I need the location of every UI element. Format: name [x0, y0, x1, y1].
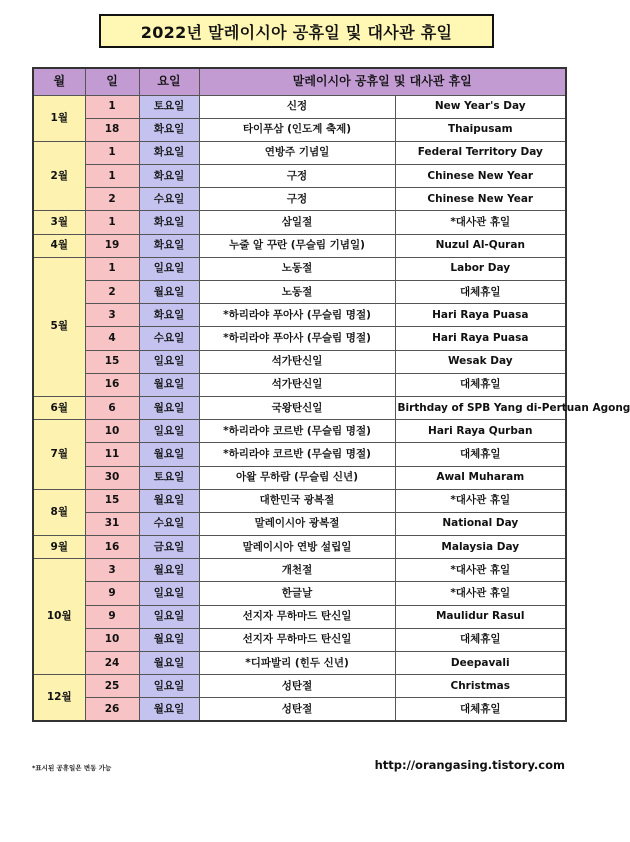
korean-holiday-cell: 노동절	[199, 281, 395, 304]
korean-holiday-cell: 타이푸삼 (인도계 축제)	[199, 118, 395, 141]
table-row	[33, 489, 566, 512]
english-holiday-cell: Hari Raya Puasa	[395, 304, 566, 327]
month-cell: 3월	[33, 211, 85, 234]
table-row	[33, 675, 566, 698]
holiday-table-body	[33, 95, 630, 721]
weekday-cell: 일요일	[139, 675, 199, 698]
korean-holiday-cell: *하리라야 푸아사 (무슬림 명절)	[199, 327, 395, 350]
korean-holiday-cell: 선지자 무하마드 탄신일	[199, 628, 395, 651]
weekday-cell: 일요일	[139, 420, 199, 443]
table-row	[33, 628, 566, 651]
day-cell: 10	[85, 420, 139, 443]
day-cell: 1	[85, 257, 139, 280]
day-cell: 31	[85, 512, 139, 535]
table-row	[33, 652, 566, 675]
weekday-cell: 토요일	[139, 466, 199, 489]
table-row	[33, 582, 566, 605]
weekday-cell: 수요일	[139, 512, 199, 535]
weekday-cell: 월요일	[139, 628, 199, 651]
header-day: 일	[85, 68, 139, 95]
korean-holiday-cell: 석가탄신일	[199, 350, 395, 373]
english-holiday-cell: 대체휴일	[395, 628, 566, 651]
weekday-cell: 화요일	[139, 118, 199, 141]
holiday-table	[32, 67, 630, 722]
weekday-cell: 화요일	[139, 211, 199, 234]
english-holiday-cell: *대사관 휴일	[395, 211, 566, 234]
korean-holiday-cell: 노동절	[199, 257, 395, 280]
table-row	[33, 257, 566, 280]
korean-holiday-cell: 선지자 무하마드 탄신일	[199, 605, 395, 628]
day-cell: 18	[85, 118, 139, 141]
table-row	[33, 281, 566, 304]
english-holiday-cell: 대체휴일	[395, 373, 566, 396]
day-cell: 10	[85, 628, 139, 651]
english-holiday-cell: Thaipusam	[395, 118, 566, 141]
english-holiday-cell: 대체휴일	[395, 698, 566, 721]
korean-holiday-cell: 말레이시아 광복절	[199, 512, 395, 535]
table-row	[33, 165, 566, 188]
day-cell: 11	[85, 443, 139, 466]
weekday-cell: 월요일	[139, 489, 199, 512]
table-row	[33, 118, 566, 141]
day-cell: 1	[85, 211, 139, 234]
month-cell: 6월	[33, 396, 85, 419]
day-cell: 2	[85, 281, 139, 304]
day-cell: 26	[85, 698, 139, 721]
month-cell: 12월	[33, 675, 85, 721]
footnote: *표시된 공휴일은 변동 가능	[32, 764, 112, 772]
korean-holiday-cell: 구정	[199, 165, 395, 188]
english-holiday-cell: Awal Muharam	[395, 466, 566, 489]
day-cell: 19	[85, 234, 139, 257]
table-row	[33, 304, 566, 327]
day-cell: 1	[85, 95, 139, 118]
day-cell: 2	[85, 188, 139, 211]
table-row	[33, 443, 566, 466]
weekday-cell: 월요일	[139, 559, 199, 582]
weekday-cell: 월요일	[139, 652, 199, 675]
table-row	[33, 95, 566, 118]
english-holiday-cell: Wesak Day	[395, 350, 566, 373]
table-row	[33, 536, 566, 559]
table-row	[33, 466, 566, 489]
weekday-cell: 일요일	[139, 605, 199, 628]
korean-holiday-cell: 누줄 알 꾸란 (무슬림 기념일)	[199, 234, 395, 257]
day-cell: 6	[85, 396, 139, 419]
korean-holiday-cell: *하리라야 코르반 (무슬림 명절)	[199, 443, 395, 466]
korean-holiday-cell: 구정	[199, 188, 395, 211]
weekday-cell: 월요일	[139, 373, 199, 396]
weekday-cell: 화요일	[139, 141, 199, 164]
english-holiday-cell: Chinese New Year	[395, 188, 566, 211]
korean-holiday-cell: 대한민국 광복절	[199, 489, 395, 512]
day-cell: 16	[85, 373, 139, 396]
day-cell: 3	[85, 304, 139, 327]
english-holiday-cell: 대체휴일	[395, 281, 566, 304]
day-cell: 4	[85, 327, 139, 350]
day-cell: 3	[85, 559, 139, 582]
table-row	[33, 350, 566, 373]
header-weekday: 요일	[139, 68, 199, 95]
day-cell: 16	[85, 536, 139, 559]
table-row	[33, 373, 566, 396]
table-row	[33, 698, 566, 721]
day-cell: 15	[85, 489, 139, 512]
weekday-cell: 월요일	[139, 443, 199, 466]
korean-holiday-cell: 아왈 무하람 (무슬림 신년)	[199, 466, 395, 489]
table-row	[33, 234, 566, 257]
korean-holiday-cell: 삼일절	[199, 211, 395, 234]
header-holiday: 말레이시아 공휴일 및 대사관 휴일	[199, 68, 566, 95]
english-holiday-cell: Federal Territory Day	[395, 141, 566, 164]
day-cell: 30	[85, 466, 139, 489]
month-cell: 8월	[33, 489, 85, 535]
english-holiday-cell: Chinese New Year	[395, 165, 566, 188]
table-row	[33, 420, 566, 443]
english-holiday-cell: *대사관 휴일	[395, 582, 566, 605]
english-holiday-cell: New Year's Day	[395, 95, 566, 118]
month-cell: 1월	[33, 95, 85, 141]
month-cell: 9월	[33, 536, 85, 559]
korean-holiday-cell: *하리라야 푸아사 (무슬림 명절)	[199, 304, 395, 327]
english-holiday-cell: Malaysia Day	[395, 536, 566, 559]
day-cell: 1	[85, 141, 139, 164]
month-cell: 7월	[33, 420, 85, 490]
weekday-cell: 토요일	[139, 95, 199, 118]
table-header-row	[33, 68, 566, 95]
weekday-cell: 일요일	[139, 350, 199, 373]
weekday-cell: 월요일	[139, 698, 199, 721]
weekday-cell: 화요일	[139, 165, 199, 188]
table-row	[33, 605, 566, 628]
month-cell: 2월	[33, 141, 85, 211]
korean-holiday-cell: 석가탄신일	[199, 373, 395, 396]
table-row	[33, 141, 566, 164]
month-cell: 5월	[33, 257, 85, 396]
english-holiday-cell: Labor Day	[395, 257, 566, 280]
korean-holiday-cell: 신정	[199, 95, 395, 118]
english-holiday-cell: Birthday of SPB Yang di-Pertuan Agong	[395, 396, 566, 419]
month-cell: 4월	[33, 234, 85, 257]
english-holiday-cell: Deepavali	[395, 652, 566, 675]
korean-holiday-cell: 한글날	[199, 582, 395, 605]
weekday-cell: 금요일	[139, 536, 199, 559]
table-row	[33, 559, 566, 582]
table-row	[33, 327, 566, 350]
korean-holiday-cell: 국왕탄신일	[199, 396, 395, 419]
korean-holiday-cell: 성탄절	[199, 698, 395, 721]
day-cell: 1	[85, 165, 139, 188]
korean-holiday-cell: 연방주 기념일	[199, 141, 395, 164]
english-holiday-cell: Hari Raya Puasa	[395, 327, 566, 350]
day-cell: 9	[85, 582, 139, 605]
english-holiday-cell: *대사관 휴일	[395, 559, 566, 582]
table-row	[33, 188, 566, 211]
english-holiday-cell: Maulidur Rasul	[395, 605, 566, 628]
weekday-cell: 수요일	[139, 327, 199, 350]
day-cell: 25	[85, 675, 139, 698]
korean-holiday-cell: *하리라야 코르반 (무슬림 명절)	[199, 420, 395, 443]
english-holiday-cell: National Day	[395, 512, 566, 535]
english-holiday-cell: Christmas	[395, 675, 566, 698]
month-cell: 10월	[33, 559, 85, 675]
table-row	[33, 512, 566, 535]
day-cell: 9	[85, 605, 139, 628]
weekday-cell: 월요일	[139, 281, 199, 304]
page-title: 2022년 말레이시아 공휴일 및 대사관 휴일	[99, 14, 494, 48]
header-month: 월	[33, 68, 85, 95]
korean-holiday-cell: 성탄절	[199, 675, 395, 698]
source-url: http://orangasing.tistory.com	[374, 758, 565, 772]
weekday-cell: 일요일	[139, 582, 199, 605]
weekday-cell: 화요일	[139, 304, 199, 327]
weekday-cell: 수요일	[139, 188, 199, 211]
korean-holiday-cell: 개천절	[199, 559, 395, 582]
english-holiday-cell: Nuzul Al-Quran	[395, 234, 566, 257]
english-holiday-cell: *대사관 휴일	[395, 489, 566, 512]
english-holiday-cell: 대체휴일	[395, 443, 566, 466]
table-row	[33, 396, 566, 419]
english-holiday-cell: Hari Raya Qurban	[395, 420, 566, 443]
day-cell: 24	[85, 652, 139, 675]
korean-holiday-cell: 말레이시아 연방 설립일	[199, 536, 395, 559]
weekday-cell: 화요일	[139, 234, 199, 257]
weekday-cell: 월요일	[139, 396, 199, 419]
day-cell: 15	[85, 350, 139, 373]
table-row	[33, 211, 566, 234]
weekday-cell: 일요일	[139, 257, 199, 280]
korean-holiday-cell: *디파발리 (힌두 신년)	[199, 652, 395, 675]
